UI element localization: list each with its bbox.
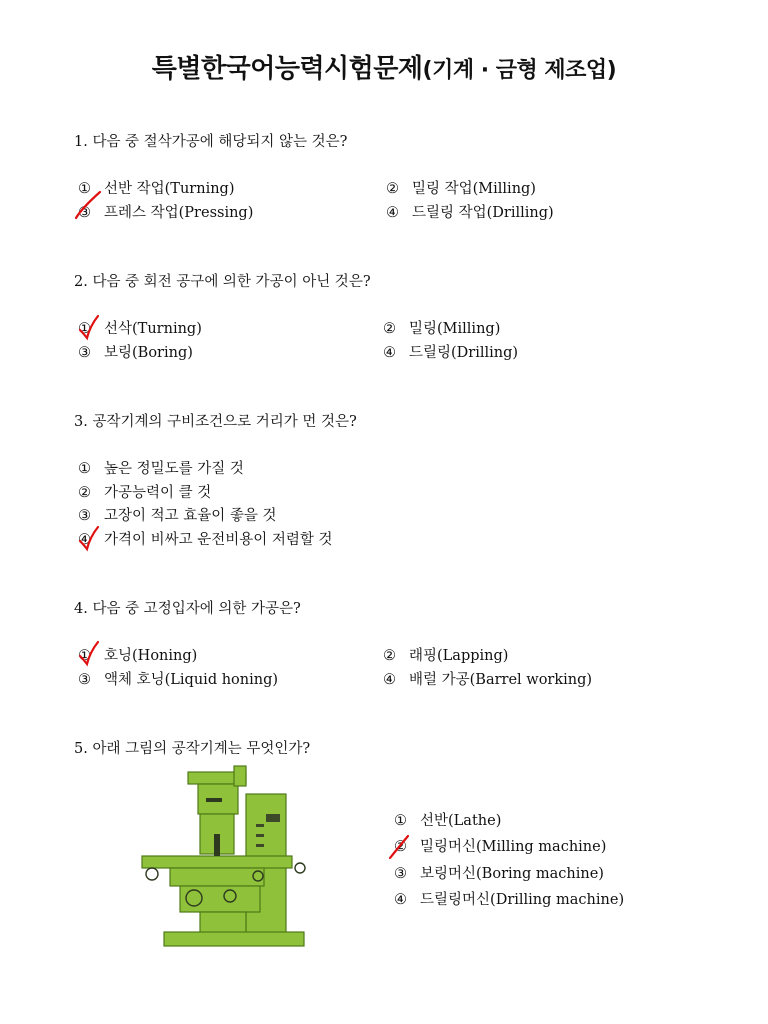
q3-option-3[interactable] xyxy=(78,504,277,525)
q1-option-3[interactable] xyxy=(78,201,253,222)
option-label: 가격이 비싸고 운전비용이 저렴할 것 xyxy=(104,532,333,548)
option-label: 선반(Lathe) xyxy=(420,813,502,829)
question-1-text: 1. 다음 중 절삭가공에 해당되지 않는 것은? xyxy=(74,134,348,150)
option-number: ③ xyxy=(78,508,91,524)
option-number: ④ xyxy=(383,672,396,688)
q5-option-1[interactable] xyxy=(394,809,501,830)
q4-option-2[interactable] xyxy=(383,644,508,665)
option-number: ④ xyxy=(394,892,407,908)
option-number: ② xyxy=(78,485,91,501)
option-number: ④ xyxy=(78,532,91,548)
question-2-text: 2. 다음 중 회전 공구에 의한 가공이 아닌 것은? xyxy=(74,274,371,290)
option-number: ③ xyxy=(78,345,91,361)
option-label: 드릴링머신(Drilling machine) xyxy=(420,892,625,908)
q5-option-4[interactable] xyxy=(394,888,624,909)
option-label: 고장이 적고 효율이 좋을 것 xyxy=(104,508,277,524)
option-number: ① xyxy=(394,813,407,829)
option-label: 배럴 가공(Barrel working) xyxy=(409,672,593,688)
option-number: ④ xyxy=(386,205,399,221)
title-main: 특별한국어능력시험문제 xyxy=(151,54,423,84)
option-number: ① xyxy=(78,321,91,337)
q2-option-2[interactable] xyxy=(383,317,500,338)
option-label: 보링(Boring) xyxy=(104,345,193,361)
q3-option-4[interactable] xyxy=(78,528,333,549)
milling-machine-image xyxy=(140,764,320,950)
q5-option-3[interactable] xyxy=(394,862,604,883)
option-number: ③ xyxy=(394,866,407,882)
option-label: 높은 정밀도를 가질 것 xyxy=(104,461,244,477)
option-number: ③ xyxy=(78,205,91,221)
option-label: 프레스 작업(Pressing) xyxy=(104,205,254,221)
q3-option-2[interactable] xyxy=(78,481,211,502)
option-label: 액체 호닝(Liquid honing) xyxy=(104,672,279,688)
option-number: ① xyxy=(78,181,91,197)
option-number: ② xyxy=(386,181,399,197)
option-number: ① xyxy=(78,461,91,477)
option-label: 드릴링(Drilling) xyxy=(409,345,519,361)
option-number: ③ xyxy=(78,672,91,688)
option-number: ② xyxy=(394,839,407,855)
question-3-text: 3. 공작기계의 구비조건으로 거리가 먼 것은? xyxy=(74,414,357,430)
q1-option-2[interactable] xyxy=(386,177,536,198)
q5-option-2[interactable] xyxy=(394,835,606,856)
option-number: ④ xyxy=(383,345,396,361)
option-label: 가공능력이 클 것 xyxy=(104,485,212,501)
option-label: 밀링(Milling) xyxy=(409,321,501,337)
page-title xyxy=(0,48,768,85)
q3-option-1[interactable] xyxy=(78,457,244,478)
question-5-text: 5. 아래 그림의 공작기계는 무엇인가? xyxy=(74,741,311,757)
q2-option-4[interactable] xyxy=(383,341,518,362)
q1-option-4[interactable] xyxy=(386,201,554,222)
option-label: 선삭(Turning) xyxy=(104,321,202,337)
option-number: ② xyxy=(383,321,396,337)
title-sub: (기계 · 금형 제조업) xyxy=(422,58,617,83)
option-label: 래핑(Lapping) xyxy=(409,648,509,664)
option-label: 보링머신(Boring machine) xyxy=(420,866,604,882)
option-label: 선반 작업(Turning) xyxy=(104,181,235,197)
q2-option-3[interactable] xyxy=(78,341,193,362)
option-label: 드릴링 작업(Drilling) xyxy=(412,205,554,221)
q4-option-3[interactable] xyxy=(78,668,278,689)
option-label: 밀링 작업(Milling) xyxy=(412,181,536,197)
q4-option-4[interactable] xyxy=(383,668,592,689)
option-label: 호닝(Honing) xyxy=(104,648,198,664)
option-number: ① xyxy=(78,648,91,664)
question-4-text: 4. 다음 중 고정입자에 의한 가공은? xyxy=(74,601,301,617)
q1-option-1[interactable] xyxy=(78,177,235,198)
q4-option-1[interactable] xyxy=(78,644,197,665)
option-label: 밀링머신(Milling machine) xyxy=(420,839,607,855)
option-number: ② xyxy=(383,648,396,664)
q2-option-1[interactable] xyxy=(78,317,202,338)
